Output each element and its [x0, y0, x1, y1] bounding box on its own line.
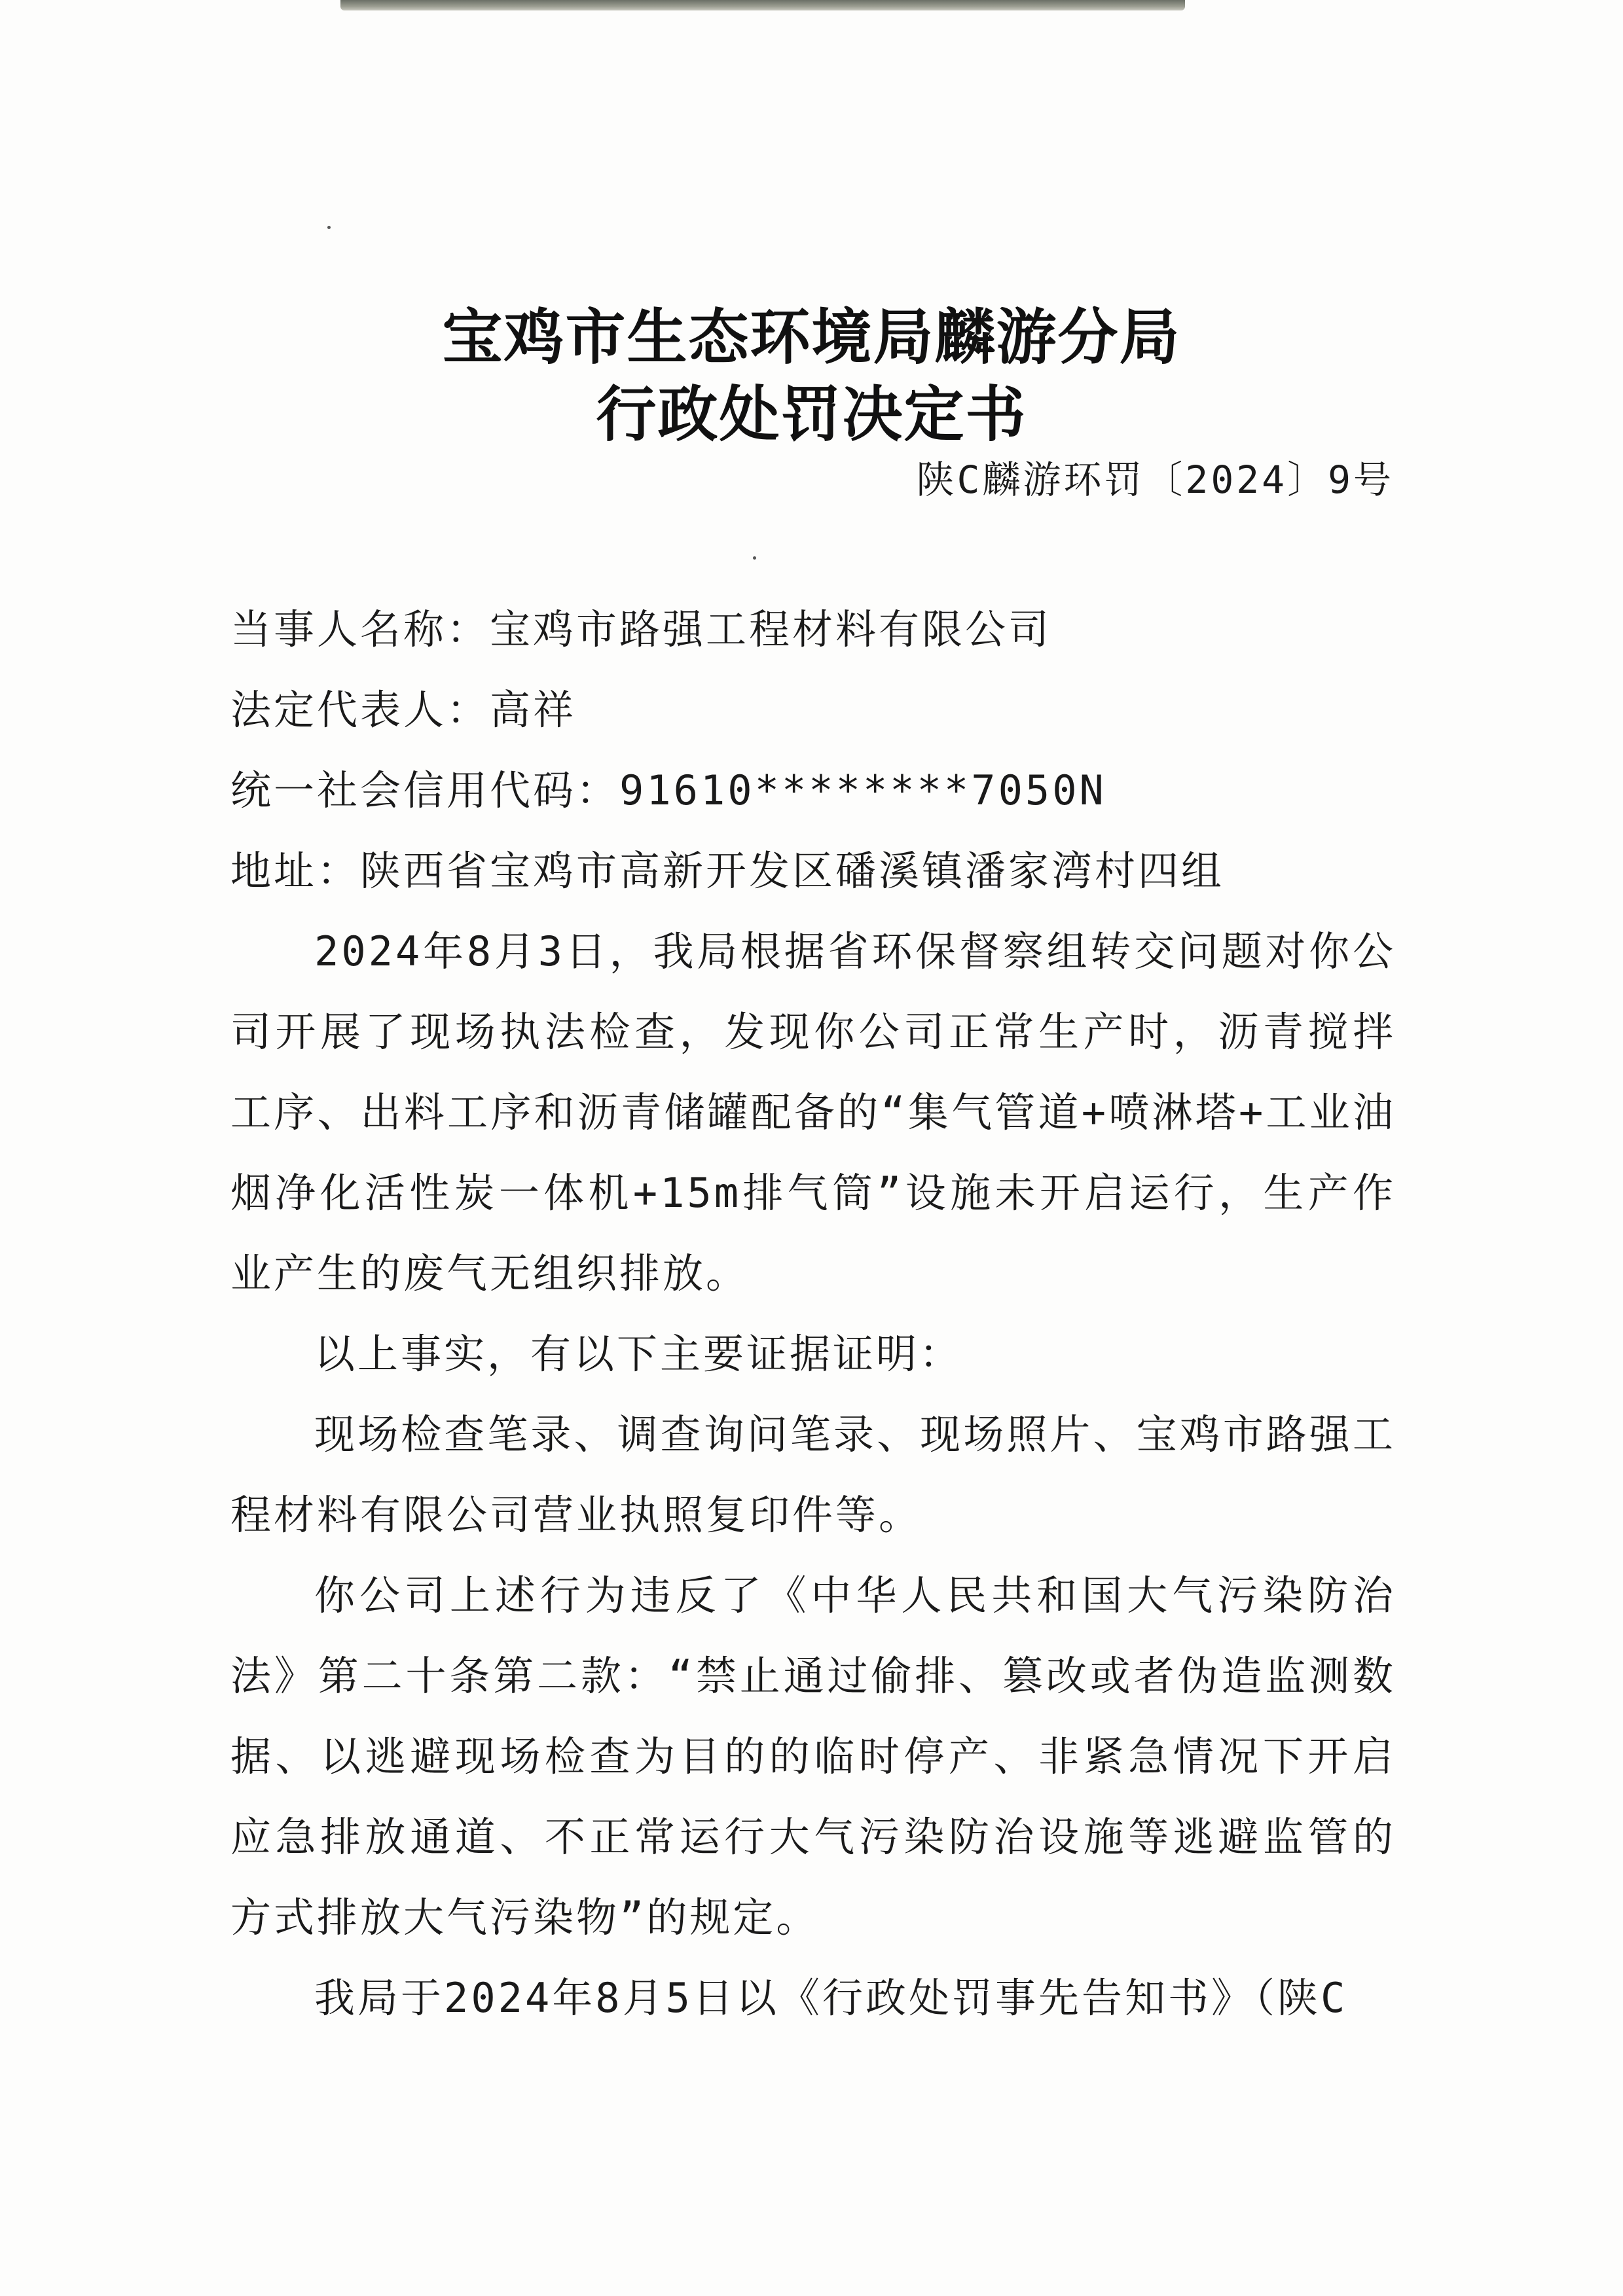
paragraph-violation: 你公司上述行为违反了《中华人民共和国大气污染防治法》第二十条第二款：“禁止通过偷排、篡改或者伪造监测数据、以逃避现场检查为目的的临时停产、非紧急情况下开启应急排放通道、不正常运行大气污染防治设施等逃避监管的方式排放大气污染物”的规定。 — [230, 1571, 1396, 1941]
paragraph-notice: 我局于2024年8月5日以《行政处罚事先告知书》（陕C — [314, 1974, 1348, 2022]
document-title: 宝鸡市生态环境局麟游分局 — [442, 302, 1181, 372]
scan-speck — [327, 226, 331, 229]
document-subtitle: 行政处罚决定书 — [596, 379, 1027, 450]
legal-representative: 法定代表人：高祥 — [230, 686, 577, 734]
document-number: 陕C麟游环罚〔2024〕9号 — [916, 457, 1394, 502]
party-name: 当事人名称：宝鸡市路强工程材料有限公司 — [230, 605, 1052, 653]
paragraph-facts: 2024年8月3日，我局根据省环保督察组转交问题对你公司开展了现场执法检查，发现你公司正常生产时，沥青搅拌工序、出料工序和沥青储罐配备的“集气管道+喷淋塔+工业油烟净化活性炭一体机+15m排气筒”设施未开启运行，生产作业产生的废气无组织排放。 — [230, 927, 1396, 1297]
paragraph-evidence-list: 现场检查笔录、调查询问笔录、现场照片、宝鸡市路强工程材料有限公司营业执照复印件等。 — [230, 1410, 1396, 1539]
paragraph-evidence-intro: 以上事实，有以下主要证据证明： — [314, 1330, 963, 1378]
scan-speck — [753, 556, 756, 560]
credit-code: 统一社会信用代码：91610********7050N — [230, 766, 1106, 814]
scan-binding-strip — [340, 0, 1185, 10]
party-address: 地址：陕西省宝鸡市高新开发区磻溪镇潘家湾村四组 — [230, 847, 1225, 895]
document-body — [230, 589, 1396, 2038]
